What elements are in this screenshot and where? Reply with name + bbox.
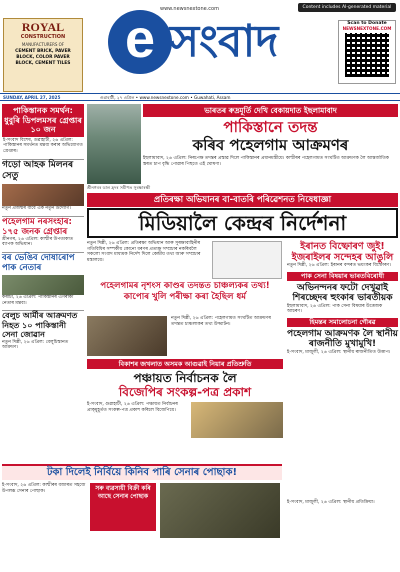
top-strip[interactable]: ভাৰতৰ ৰুদ্ৰমূৰ্তি দেখি বেকায়দাত ইছলামাবাদ (143, 104, 398, 117)
footer-box[interactable]: সৰু ব্যৱসায়ী বিক্ৰী কৰি আছে সেনাৰ পোছাক (90, 483, 156, 531)
right-story-5[interactable]: পহেলগাম আক্ৰমণক লৈ স্থানীয় ৰাজনীতি মুখামুখি! ই-সংবাদ, মাজুলী, ২৬ এপ্ৰিল: স্থানীয় ৰাজনীতিত উত্তাপ। (287, 328, 398, 355)
big-headline[interactable]: মিডিয়ালৈ কেন্দ্ৰৰ নিৰ্দেশনা (87, 208, 398, 238)
left-story-2[interactable]: গড়ো আহক মিলনৰ সেতু নতুন প্ৰজন্মৰ বাবে এক নতুন উদ্যোগ। (2, 159, 84, 212)
logo-e: e (108, 10, 172, 74)
ad-products: CEMENT BRICK, PAVER BLOCK, COLOR PAVER BLOCK, CEMENT TILES (15, 49, 71, 66)
footer-photo (160, 483, 280, 538)
lead-text: ইছলামাবাদ, ২৬ এপ্ৰিল: নিৰপেক্ষ তদন্তৰ প্ৰস্তাৱ দিলে পাকিস্তানৰ প্ৰধানমন্ত্ৰীয়ে। কাশ্মীৰৰ পহেলগামত সংঘটিত আক্ৰমণক লৈ আন্তৰ্জাতিক স্তৰত চাপ বৃদ্ধি পোৱাৰ পিছতে এই ঘোষণা। (143, 156, 389, 167)
panchayat-text: ই-সংবাদ, গুৱাহাটী, ২৬ এপ্ৰিল: পঞ্চায়ত নিৰ্বাচনৰ প্ৰাক্‌মুহূৰ্তত সংকল্প-পত্ৰ প্ৰকাশ কৰিলে বিজেপিয়ে। (87, 402, 178, 413)
right-story-3[interactable]: অভিনন্দনৰ ফটো দেখুৱাই শিৰচ্ছেদৰ হুংকাৰ ভাৰতীয়ক ইছলামাবাদ, ২৬ এপ্ৰিল: পাক সেনা বিষয়াৰ উত্তেজক আচৰণ। (287, 282, 393, 315)
ad-sub: CONSTRUCTION (20, 34, 66, 40)
document-image (212, 241, 282, 279)
left-story-5[interactable]: বেলুচ আৰ্মীৰ আক্ৰমণত নিহত ১০ পাকিস্তানী সেনা জোৱান নতুন দিল্লী, ২৬ এপ্ৰিল: বেলুচিস্তানত আক্ৰমণ। (2, 310, 84, 351)
group-photo-2 (191, 402, 283, 438)
donate-box[interactable]: Scan to Donate NEWSNEXTONE.COM (338, 20, 396, 84)
mid-tagline[interactable]: পহেলগামৰ নৃশংস কাণ্ডৰ তদন্তত চাঞ্চল্যকৰ তথ্য! কাপোৰ খুলি পৰীক্ষা কৰা হৈছিল ধৰ্ম (100, 281, 270, 302)
footer-headline-bar[interactable]: টকা দিলেই নিৰ্বিয়ে কিনিব পাৰি সেনাৰ পোছাক! (2, 464, 282, 480)
lead-caption: শ্ৰীনগৰৰ ডাল হ্ৰদৰ সমীপত সুৰক্ষাৰক্ষী (87, 185, 151, 190)
date: SUNDAY, APRIL 27, 2025 (3, 95, 61, 100)
mid-note[interactable]: বিকাশৰ জখলাত অসমক আগুৱাই নিয়াৰ প্ৰতিশ্ৰুতি (87, 359, 283, 369)
masthead (0, 0, 400, 92)
lead-photo[interactable] (87, 104, 141, 184)
group-photo (87, 316, 167, 356)
footer-right-text: ই-সংবাদ, মাজুলী, ২৬ এপ্ৰিল: স্থানীয় প্ৰতিক্ৰিয়া। (287, 500, 375, 505)
left-column: পাকিস্তানক সমৰ্থন: ধুবুৰি ডিপলমসৰ গ্ৰেপ্তাৰ ১০ জন ই-সংবাদ বিশেষ, গুৱাহাটী, ২৬ এপ্ৰিল: পাকিস্তানৰ সমৰ্থনত মন্তব্য কৰাৰ অভিযোগত গ্ৰেপ্তাৰ। গড়ো আহক মিলনৰ সেতু নতুন প্ৰজন্মৰ বাবে এক নতুন উদ্যোগ। পহেলগাম নৰসংহাৰ: ১৭৫ জনক গ্ৰেপ্তাৰ শ্ৰীনগৰ, ২৬ এপ্ৰিল: কাশ্মীৰ উপত্যকাত ব্যাপক অভিযান। বৰ ভেঙিব দোষাৰোপ পাক নেতাৰ কৰাচী, ২৬ এপ্ৰিল: পাকিস্তানৰ এগৰাকী নেতাৰ মন্তব্য। বেলুচ আৰ্মীৰ আক্ৰমণত নিহত ১০ পাকিস্তানী সেনা জোৱান নতুন দিল্লী, ২৬ এপ্ৰিল: বেলুচিস্তানত আক্ৰমণ। (2, 106, 83, 351)
dateline (0, 93, 400, 101)
ai-badge: Content includes AI-generated material (298, 3, 396, 12)
section-banner[interactable]: প্ৰতিৰক্ষা অভিযানৰ বা-বাতৰি পৰিৱেশনত নিষেধাজ্ঞা (87, 193, 398, 207)
left-story-3[interactable]: পহেলগাম নৰসংহাৰ: ১৭৫ জনক গ্ৰেপ্তাৰ শ্ৰীনগৰ, ২৬ এপ্ৰিল: কাশ্মীৰ উপত্যকাত ব্যাপক অভিযান। (2, 216, 84, 248)
right-story-2[interactable]: পাক সেনা বিষয়াৰ ভাৰতবিৰোধী (287, 272, 398, 281)
left-story-4[interactable]: বৰ ভেঙিব দোষাৰোপ পাক নেতাৰ কৰাচী, ২৬ এপ্ৰিল: পাকিস্তানৰ এগৰাকী নেতাৰ মন্তব্য। (2, 252, 84, 306)
story-photo (2, 275, 84, 295)
middle-column (87, 241, 283, 441)
footer-text: ই-সংবাদ, ২৬ এপ্ৰিল: কাশ্মীৰৰ বজাৰত সহজে উপলব্ধ সেনাৰ পোছাক। (2, 483, 86, 494)
qr-code-icon (345, 33, 389, 77)
story-photo (2, 184, 84, 206)
logo-name: সংবাদ (170, 16, 279, 67)
royal-construction-ad[interactable] (3, 18, 83, 92)
big-story-text: নতুন দিল্লী, ২৬ এপ্ৰিল: প্ৰতিৰক্ষা অভিযান আৰু সুৰক্ষাবাহিনীৰ গতিবিধিৰ সম্পৰ্কীয় কোনো ধৰণৰ প্ৰত্যক্ষ সম্প্ৰচাৰ নকৰিবলৈ সকলো সংবাদ মাধ্যমক নিৰ্দেশ দিলে কেন্দ্ৰীয় তথ্য আৰু সম্প্ৰচাৰ মন্ত্ৰালয়ে। (87, 241, 201, 263)
right-column (287, 241, 398, 461)
ad-brand: ROYAL (21, 20, 65, 34)
left-story-1[interactable]: পাকিস্তানক সমৰ্থন: ধুবুৰি ডিপলমসৰ গ্ৰেপ্তাৰ ১০ জন (2, 104, 84, 137)
right-story-4[interactable]: হিমন্তৰ সমালোচনা গৌৰৱ (287, 318, 398, 327)
right-story-1[interactable]: ইৰানত বিষ্ফোৰণ জুই! ইজৰাইলৰ সন্দেহৰ আঙুলি নতুন দিল্লী, ২৬ এপ্ৰিল: ইৰানৰ বন্দৰত ভয়ংকৰ বিষ্ফোৰণ। (287, 241, 394, 268)
mid-text: নতুন দিল্লী, ২৬ এপ্ৰিল: পহেলগামত সংঘটিত আক্ৰমণৰ তদন্তত চাঞ্চল্যকৰ তথ্য উদ্ঘাটন। (171, 316, 272, 327)
website-url[interactable]: www.newsnextone.com (160, 6, 219, 12)
lead-headline[interactable]: পাকিস্তানে তদন্ত কৰিব পহেলগাম আক্ৰমণৰ ইছলামাবাদ, ২৬ এপ্ৰিল: নিৰপেক্ষ তদন্তৰ প্ৰস্তাৱ দিলে পাকিস্তানৰ প্ৰধানমন্ত্ৰীয়ে। কাশ্মীৰৰ পহেলগামত সংঘটিত আক্ৰমণক লৈ আন্তৰ্জাতিক স্তৰত চাপ বৃদ্ধি পোৱাৰ পিছতে এই ঘোষণা। (143, 118, 398, 167)
ad-line1: MANUFACTURERS OF (21, 42, 65, 47)
panchayat-headline[interactable]: পঞ্চায়ত নিৰ্বাচনক লৈ বিজেপিৰ সংকল্প-পত্ৰ প্ৰকাশ (118, 371, 252, 399)
dateline-meta: গুৱাহাটী, ২৭ এপ্ৰিল • www.newsnextone.com • Guwahati, Assam (100, 95, 231, 100)
